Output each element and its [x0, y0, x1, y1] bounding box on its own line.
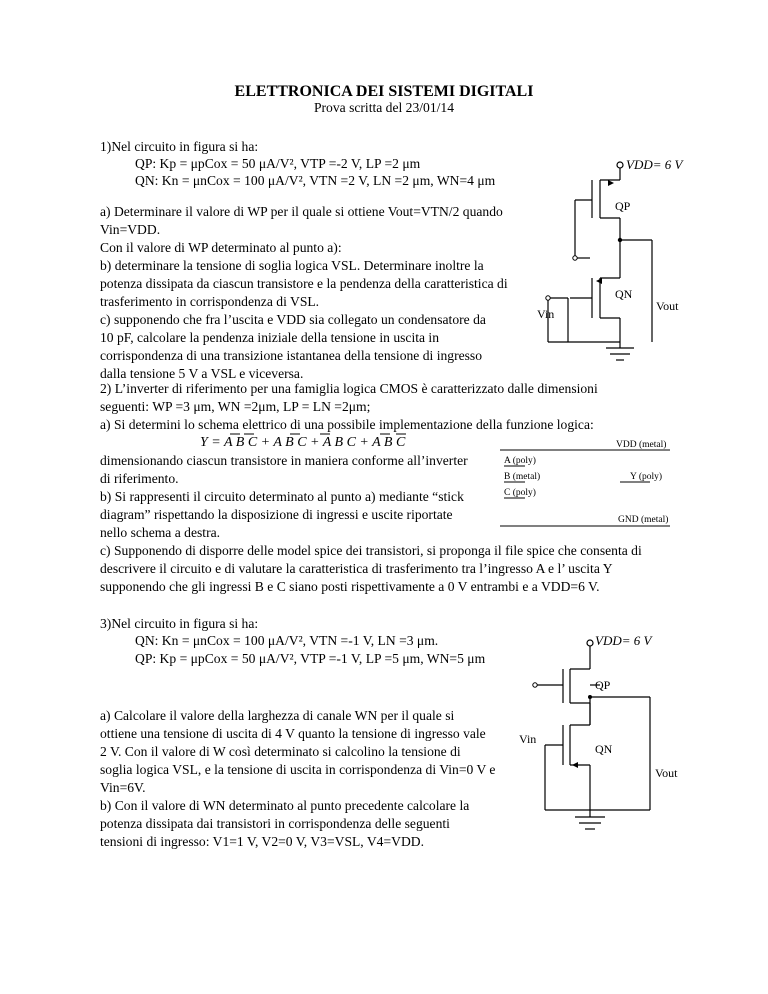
q2-line6: b) Si rappresenti il circuito determinato al punto a) mediante “stick	[100, 489, 464, 504]
q3-qp-params: QP: Kp = μpCox = 50 μA/V², VTP =-1 V, LP =5 μm, WN=5 μm	[135, 651, 486, 666]
q2-line5: di riferimento.	[100, 471, 179, 486]
q2-part-c	[100, 542, 670, 596]
q3-qp-label: QP	[595, 678, 611, 692]
q2-line8: nello schema a destra.	[100, 525, 221, 540]
q1-a-line1: a) Determinare il valore di WP per il quale si ottiene Vout=VTN/2 quando	[100, 204, 503, 219]
q1-qp-params: QP: Kp = μpCox = 50 μA/V², VTP =-2 V, LP =2 μm	[135, 156, 421, 171]
q2-stick-diagram-layout	[500, 438, 670, 528]
document-subtitle: Prova scritta del 23/01/14	[313, 100, 455, 115]
q3-qn-params: QN: Kn = μnCox = 100 μA/V², VTN =-1 V, LN =3 μm.	[135, 633, 439, 648]
q2-formula	[200, 432, 420, 452]
q1-c-line1: c) supponendo che fra l’uscita e VDD sia collegato un condensatore da	[100, 312, 486, 327]
q1-a-line2: Vin=VDD.	[100, 222, 161, 237]
q3-a-line3: 2 V. Con il valore di W così determinato si calcolino la tensione di	[100, 744, 461, 759]
document-title: ELETTRONICA DEI SISTEMI DIGITALI	[234, 83, 534, 100]
q3-b-line2: potenza dissipata dai transistori in corrispondenza delle seguenti	[100, 816, 450, 831]
q1-c-line2: 10 pF, calcolare la pendenza iniziale della tensione in uscita in	[100, 330, 440, 345]
q1-b-line1: b) determinare la tensione di soglia logica VSL. Determinare inoltre la	[100, 258, 484, 273]
stick-c-label: C (poly)	[504, 488, 536, 498]
q3-vdd-label: VDD= 6 V	[595, 633, 652, 648]
q2-line3: a) Si determini lo schema elettrico di una possibile implementazione della funzione logica:	[100, 417, 594, 432]
stick-vdd-label: VDD (metal)	[616, 440, 667, 450]
q3-a-line5: Vin=6V.	[100, 780, 146, 795]
q2-body	[100, 452, 510, 542]
q2-line1: 2) L’inverter di riferimento per una famiglia logica CMOS è caratterizzato dalle dimensioni	[100, 381, 598, 396]
q3-a-line2: ottiene una tensione di uscita di 4 V quanto la tensione di ingresso vale	[100, 726, 486, 741]
q1-qp-label: QP	[615, 199, 631, 213]
q2-line10: descrivere il circuito e di valutare la caratteristica di trasferimento tra l’ingresso A e l’ uscita Y	[100, 561, 613, 576]
stick-gnd-label: GND (metal)	[618, 515, 669, 525]
q1-b-line2: potenza dissipata da ciascun transistore e la pendenza della caratteristica di	[100, 276, 508, 291]
q3-intro: 3)Nel circuito in figura si ha:	[100, 616, 259, 631]
q1-intro: 1)Nel circuito in figura si ha:	[100, 139, 259, 154]
q3-b-line1: b) Con il valore di WN determinato al punto precedente calcolare la	[100, 798, 470, 813]
q1-c-line4: dalla tensione 5 V a VSL e viceversa.	[100, 366, 304, 381]
q2-intro	[100, 380, 670, 434]
q3-qn-label: QN	[595, 742, 613, 756]
q1-circuit-diagram	[520, 150, 700, 390]
q1-qn-params: QN: Kn = μnCox = 100 μA/V², VTN =2 V, LN =2 μm, WN=4 μm	[135, 173, 496, 188]
q1-qn-label: QN	[615, 287, 633, 301]
q3-body	[100, 707, 500, 851]
q2-line9: c) Supponendo di disporre delle model spice dei transistori, si proponga il file spice che consenta di	[100, 543, 642, 558]
stick-b-label: B (metal)	[504, 472, 541, 482]
q1-vdd-label: VDD= 6 V	[626, 157, 683, 172]
q3-a-line4: soglia logica VSL, e la tensione di uscita in corrispondenza di Vin=0 V e	[100, 762, 496, 777]
q1-text-a	[100, 203, 525, 383]
q2-formula-text: Y = A B C + A B C + A B C + A B C	[200, 435, 406, 450]
q3-circuit-diagram	[515, 625, 705, 825]
q2-line4: dimensionando ciascun transistore in maniera conforme all’inverter	[100, 453, 468, 468]
q3-vout-label: Vout	[655, 766, 678, 780]
q2-line7: diagram” rispettando la disposizione di ingressi e uscite riportate	[100, 507, 453, 522]
q3-b-line3: tensioni di ingresso: V1=1 V, V2=0 V, V3=VSL, V4=VDD.	[100, 834, 424, 849]
stick-a-label: A (poly)	[504, 456, 536, 466]
q3-a-line1: a) Calcolare il valore della larghezza di canale WN per il quale si	[100, 708, 455, 723]
q3-vin-label: Vin	[519, 732, 537, 746]
q2-line11: supponendo che gli ingressi B e C siano posti rispettivamente a 0 V entrambi e a VDD=6 V.	[100, 579, 600, 594]
q1-with-line: Con il valore di WP determinato al punto a):	[100, 240, 342, 255]
q1-vin-label: Vin	[537, 307, 555, 321]
q1-b-line3: trasferimento in corrispondenza di VSL.	[100, 294, 320, 309]
stick-y-label: Y (poly)	[630, 472, 663, 482]
q1-c-line3: corrispondenza di una transizione istantanea della tensione di ingresso	[100, 348, 483, 363]
q2-line2: seguenti: WP =3 μm, WN =2μm, LP = LN =2μm;	[100, 399, 371, 414]
q1-vout-label: Vout	[656, 299, 679, 313]
